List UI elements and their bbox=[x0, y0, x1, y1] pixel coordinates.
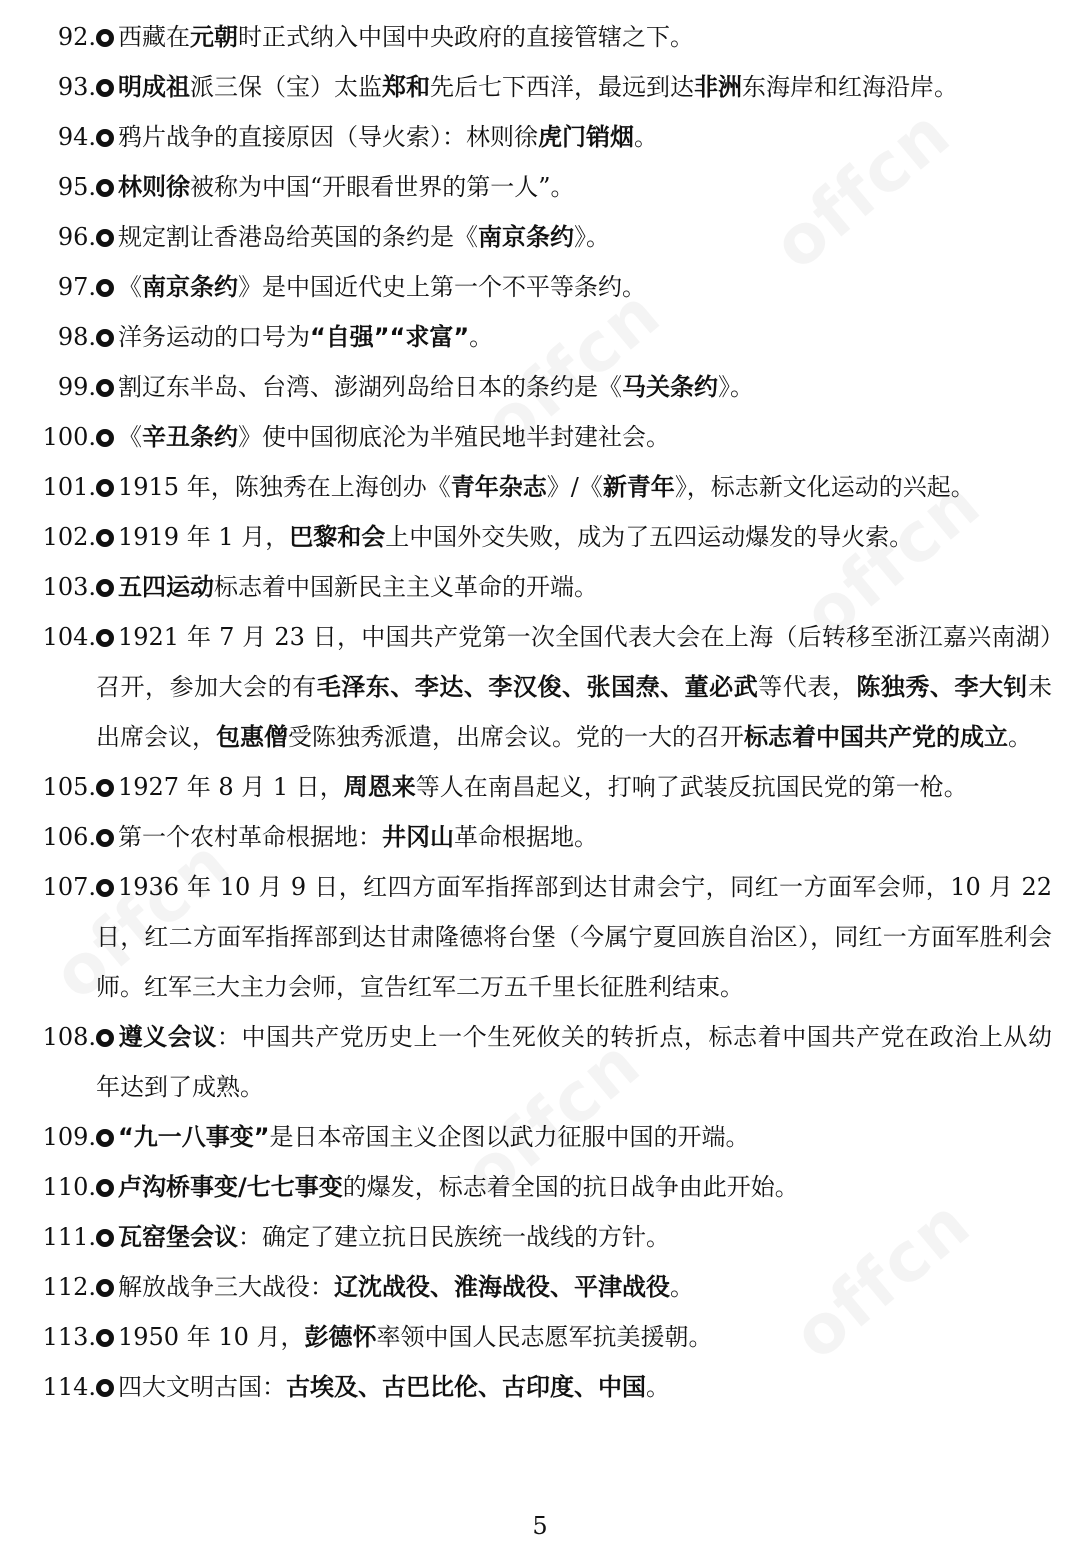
body-text: ：确定了建立抗日民族统一战线的方针。 bbox=[238, 1223, 670, 1251]
emphasis-text: 南京条约 bbox=[478, 223, 574, 251]
emphasis-text: 辛丑条约 bbox=[142, 423, 238, 451]
body-text: 时正式纳入中国中央政府的直接管辖之下。 bbox=[238, 23, 694, 51]
body-text: 《 bbox=[118, 273, 142, 301]
item-text bbox=[96, 812, 1052, 862]
body-text: 等人在南昌起义，打响了武装反抗国民党的第一枪。 bbox=[415, 773, 968, 801]
list-item bbox=[0, 1012, 1080, 1112]
item-text bbox=[96, 1112, 1052, 1162]
body-text: 第一个农村革命根据地： bbox=[118, 823, 382, 851]
item-number: 102. bbox=[42, 523, 96, 551]
list-item bbox=[0, 312, 1080, 362]
bullet-icon bbox=[96, 829, 114, 847]
item-number: 98. bbox=[57, 323, 96, 351]
emphasis-text: 遵义会议 bbox=[118, 1023, 217, 1051]
item-number: 103. bbox=[42, 573, 96, 601]
body-text: 是日本帝国主义企图以武力征服中国的开端。 bbox=[269, 1123, 750, 1151]
body-text: 被称为中国“开眼看世界的第一人”。 bbox=[190, 173, 575, 201]
bullet-icon bbox=[96, 279, 114, 297]
body-text: 西藏在 bbox=[118, 23, 190, 51]
emphasis-text: 五四运动 bbox=[118, 573, 214, 601]
item-number: 104. bbox=[42, 623, 96, 651]
body-text: 鸦片战争的直接原因（导火索）：林则徐 bbox=[118, 123, 538, 151]
list-item bbox=[0, 512, 1080, 562]
item-text bbox=[96, 512, 1052, 562]
item-number: 113. bbox=[42, 1323, 96, 1351]
bullet-icon bbox=[96, 579, 114, 597]
bullet-icon bbox=[96, 879, 114, 897]
bullet-icon bbox=[96, 1179, 114, 1197]
emphasis-text: 井冈山 bbox=[382, 823, 454, 851]
body-text: 》使中国彻底沦为半殖民地半封建社会。 bbox=[238, 423, 670, 451]
body-text: 先后七下西洋，最远到达 bbox=[430, 73, 694, 101]
body-text: 1936 年 10 月 9 日，红四方面军指挥部到达甘肃会宁，同红一方面军会师，10 月 22 日，红二方面军指挥部到达甘肃隆德将台堡（今属宁夏回族自治区），同红一方面军胜利会师。红军三大主力会师，宣告红军二万五千里长征胜利结束。 bbox=[96, 873, 1052, 1001]
item-text bbox=[96, 362, 1052, 412]
emphasis-text: 瓦窑堡会议 bbox=[118, 1223, 238, 1251]
body-text: 洋务运动的口号为 bbox=[118, 323, 310, 351]
bullet-icon bbox=[96, 79, 114, 97]
body-text: 解放战争三大战役： bbox=[118, 1273, 334, 1301]
item-text bbox=[96, 162, 1052, 212]
list-item bbox=[0, 212, 1080, 262]
bullet-icon bbox=[96, 1329, 114, 1347]
list-item bbox=[0, 562, 1080, 612]
item-text bbox=[96, 562, 1052, 612]
list-item bbox=[0, 462, 1080, 512]
item-text bbox=[96, 1262, 1052, 1312]
body-text: 等代表， bbox=[758, 673, 857, 701]
item-number: 97. bbox=[57, 273, 96, 301]
item-number: 95. bbox=[57, 173, 96, 201]
emphasis-text: 标志着中国共产党的成立 bbox=[744, 723, 1008, 751]
emphasis-text: 郑和 bbox=[382, 73, 430, 101]
item-text bbox=[96, 1362, 1052, 1412]
bullet-icon bbox=[96, 129, 114, 147]
bullet-icon bbox=[96, 329, 114, 347]
emphasis-text: 卢沟桥事变/七七事变 bbox=[118, 1173, 343, 1201]
emphasis-text: 陈独秀、李大钊 bbox=[856, 673, 1029, 701]
emphasis-text: 古埃及、古巴比伦、古印度、中国 bbox=[286, 1373, 646, 1401]
body-text: ：中国共产党历史上一个生死攸关的转折点，标志着中国共产党在政治上从幼年达到了成熟。 bbox=[96, 1023, 1053, 1101]
item-number: 99. bbox=[57, 373, 96, 401]
list-item bbox=[0, 412, 1080, 462]
emphasis-text: 明成祖 bbox=[118, 73, 190, 101]
body-text: 1915 年，陈独秀在上海创办《 bbox=[118, 473, 451, 501]
item-number: 92. bbox=[57, 23, 96, 51]
list-item bbox=[0, 812, 1080, 862]
bullet-icon bbox=[96, 1279, 114, 1297]
page-number: 5 bbox=[532, 1512, 548, 1540]
bullet-icon bbox=[96, 429, 114, 447]
bullet-icon bbox=[96, 179, 114, 197]
body-text: 。 bbox=[469, 323, 494, 351]
emphasis-text: “九一八事变” bbox=[118, 1123, 270, 1151]
emphasis-text: 虎门销烟 bbox=[538, 123, 634, 151]
item-number: 100. bbox=[42, 423, 96, 451]
bullet-icon bbox=[96, 29, 114, 47]
emphasis-text: 南京条约 bbox=[142, 273, 238, 301]
body-text: 《 bbox=[118, 423, 142, 451]
list-item bbox=[0, 1312, 1080, 1362]
list-item bbox=[0, 1362, 1080, 1412]
list-item bbox=[0, 62, 1080, 112]
emphasis-text: 马关条约 bbox=[622, 373, 718, 401]
bullet-icon bbox=[96, 1129, 114, 1147]
bullet-icon bbox=[96, 529, 114, 547]
bullet-icon bbox=[96, 379, 114, 397]
body-text: 。 bbox=[1008, 723, 1032, 751]
item-number: 96. bbox=[57, 223, 96, 251]
body-text: 的爆发，标志着全国的抗日战争由此开始。 bbox=[342, 1173, 799, 1201]
body-text: 派三保（宝）太监 bbox=[190, 73, 382, 101]
list-item bbox=[0, 362, 1080, 412]
item-text bbox=[96, 1012, 1052, 1112]
item-text bbox=[96, 762, 1052, 812]
bullet-icon bbox=[96, 229, 114, 247]
emphasis-text: 非洲 bbox=[694, 73, 742, 101]
bullet-icon bbox=[96, 1379, 114, 1397]
body-text: 四大文明古国： bbox=[118, 1373, 286, 1401]
body-text: 受陈独秀派遣，出席会议。党的一大的召开 bbox=[288, 723, 744, 751]
emphasis-text: “自强”“求富” bbox=[310, 323, 470, 351]
emphasis-text: 巴黎和会 bbox=[289, 523, 386, 551]
item-number: 112. bbox=[42, 1273, 96, 1301]
item-number: 101. bbox=[42, 473, 96, 501]
item-text bbox=[96, 462, 1052, 512]
item-number: 107. bbox=[42, 873, 96, 901]
list-item bbox=[0, 1112, 1080, 1162]
item-number: 110. bbox=[42, 1173, 96, 1201]
list-item bbox=[0, 612, 1080, 762]
body-text: 率领中国人民志愿军抗美援朝。 bbox=[376, 1323, 713, 1351]
emphasis-text: 辽沈战役、淮海战役、平津战役 bbox=[334, 1273, 670, 1301]
body-text: 标志着中国新民主主义革命的开端。 bbox=[214, 573, 598, 601]
item-text bbox=[96, 262, 1052, 312]
body-text: 1921 年 7 月 23 日，中国共产党第一次全国代表大会在上海（后转移至浙江嘉兴南湖）召开，参加大会的有 bbox=[96, 623, 1052, 701]
body-text: 割辽东半岛、台湾、澎湖列岛给日本的条约是《 bbox=[118, 373, 622, 401]
item-number: 106. bbox=[42, 823, 96, 851]
item-text bbox=[96, 212, 1052, 262]
bullet-icon bbox=[96, 779, 114, 797]
emphasis-text: 周恩来 bbox=[343, 773, 416, 801]
body-text: 1927 年 8 月 1 日， bbox=[118, 773, 344, 801]
emphasis-text: 毛泽东、李达、李汉俊、张国焘、董必武 bbox=[316, 673, 759, 701]
item-number: 111. bbox=[42, 1223, 96, 1251]
list-item bbox=[0, 12, 1080, 62]
bullet-icon bbox=[96, 479, 114, 497]
bullet-icon bbox=[96, 1229, 114, 1247]
item-number: 93. bbox=[57, 73, 96, 101]
emphasis-text: 林则徐 bbox=[118, 173, 190, 201]
body-text: 》。 bbox=[718, 373, 754, 401]
item-number: 108. bbox=[42, 1023, 96, 1051]
bullet-icon bbox=[96, 1029, 114, 1047]
emphasis-text: 新青年 bbox=[602, 473, 675, 501]
item-number: 94. bbox=[57, 123, 96, 151]
body-text: 》，标志新文化运动的兴起。 bbox=[674, 473, 975, 501]
item-text bbox=[96, 12, 1052, 62]
body-text: 规定割让香港岛给英国的条约是《 bbox=[118, 223, 478, 251]
item-text bbox=[96, 1212, 1052, 1262]
list-item bbox=[0, 162, 1080, 212]
emphasis-text: 彭德怀 bbox=[304, 1323, 377, 1351]
item-number: 105. bbox=[42, 773, 96, 801]
item-text bbox=[96, 862, 1052, 1012]
list-item bbox=[0, 1162, 1080, 1212]
emphasis-text: 包惠僧 bbox=[216, 723, 288, 751]
body-text: 1950 年 10 月， bbox=[118, 1323, 305, 1351]
body-text: 。 bbox=[670, 1273, 694, 1301]
item-text bbox=[96, 1312, 1052, 1362]
body-text: 革命根据地。 bbox=[454, 823, 598, 851]
list-item bbox=[0, 262, 1080, 312]
body-text: 。 bbox=[646, 1373, 670, 1401]
list-item bbox=[0, 1212, 1080, 1262]
item-text bbox=[96, 412, 1052, 462]
body-text: 东海岸和红海沿岸。 bbox=[742, 73, 958, 101]
document-body bbox=[0, 12, 1080, 1412]
item-text bbox=[96, 62, 1052, 112]
item-text bbox=[96, 112, 1052, 162]
body-text: 》/《 bbox=[546, 473, 603, 501]
item-text bbox=[96, 612, 1052, 762]
item-number: 114. bbox=[42, 1373, 96, 1401]
list-item bbox=[0, 862, 1080, 1012]
body-text: 上中国外交失败，成为了五四运动爆发的导火索。 bbox=[385, 523, 914, 551]
body-text: 》。 bbox=[574, 223, 610, 251]
item-number: 109. bbox=[42, 1123, 96, 1151]
body-text: 未出席会议， bbox=[96, 673, 1053, 751]
emphasis-text: 元朝 bbox=[190, 23, 238, 51]
list-item bbox=[0, 112, 1080, 162]
item-text bbox=[96, 312, 1052, 362]
list-item bbox=[0, 1262, 1080, 1312]
item-text bbox=[96, 1162, 1052, 1212]
body-text: 》是中国近代史上第一个不平等条约。 bbox=[238, 273, 646, 301]
body-text: 。 bbox=[634, 123, 658, 151]
list-item bbox=[0, 762, 1080, 812]
bullet-icon bbox=[96, 629, 114, 647]
emphasis-text: 青年杂志 bbox=[450, 473, 547, 501]
body-text: 1919 年 1 月， bbox=[118, 523, 290, 551]
